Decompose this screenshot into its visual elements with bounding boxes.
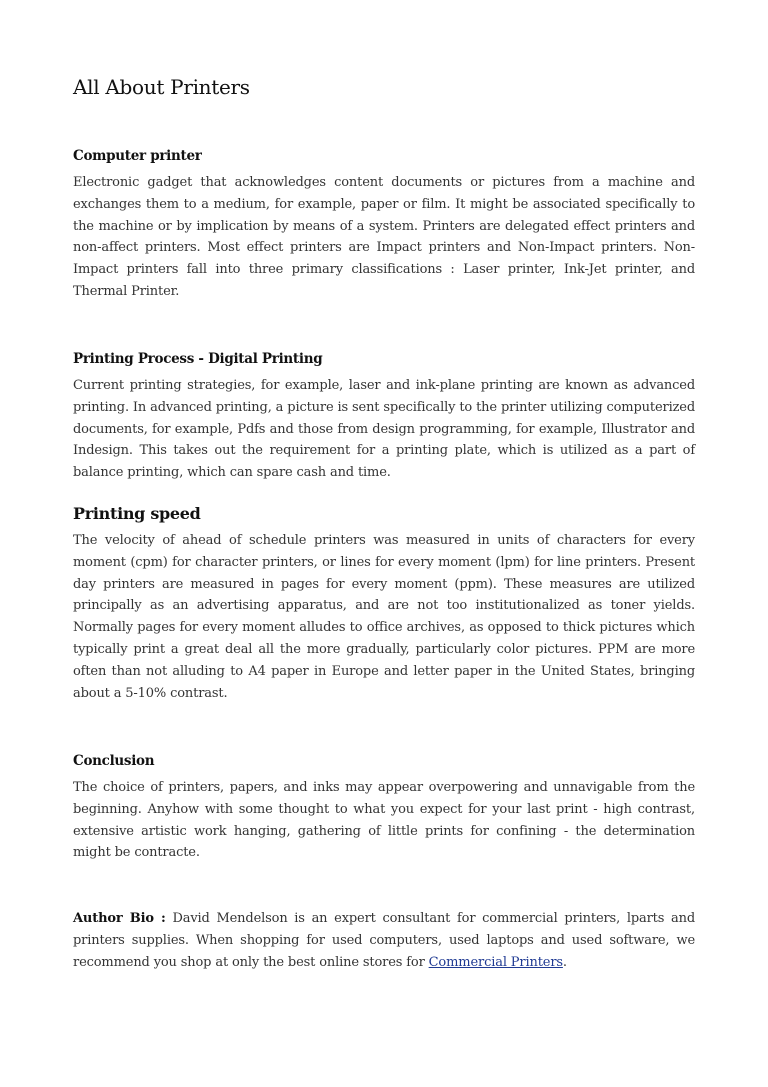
commercial-printers-link[interactable]: Commercial Printers [428, 954, 563, 970]
author-bio-trailing: . [562, 954, 567, 970]
section-heading: Conclusion [73, 753, 155, 769]
section-body: The choice of printers, papers, and inks may appear overpowering and unnavigable from the beginning. Anyhow with some thought to what you expect for your last print - high contrast, extensive artistic work hanging, gathering of little prints for confining - the determination might be contracte. [73, 780, 695, 861]
document-title: All About Printers [73, 75, 250, 99]
author-bio-text: David Mendelson is an expert consultant for commercial printers, lparts and printers supplies. When shopping for used computers, used laptops and used software, we recommend you shop at only the best online stores for [73, 911, 696, 970]
section-heading: Printing Process - Digital Printing [73, 351, 323, 367]
section-body: Current printing strategies, for example, laser and ink-plane printing are known as advanced printing. In advanced printing, a picture is sent specifically to the printer utilizing computerized documents, for example, Pdfs and those from design programming, for example, Illustrator and Indesign. This takes out the requirement for a printing plate, which is utilized as a part of balance printing, which can spare cash and time. [73, 378, 695, 481]
section-body: Electronic gadget that acknowledges content documents or pictures from a machine and exchanges them to a medium, for example, paper or film. It might be associated specifically to the machine or by implication by means of a system. Printers are delegated effect printers and non-affect printers. Most effect printers are Impact printers and Non-Impact printers. Non-Impact printers fall into three primary classifications : Laser printer, Ink-Jet printer, and Thermal Printer. [73, 175, 695, 299]
section-body: The velocity of ahead of schedule printers was measured in units of characters for every moment (cpm) for character printers, or lines for every moment (lpm) for line printers. Present day printers are measured in pages for every moment (ppm). These measures are utilized principally as an advertising apparatus, and are not too institutionalized as toner yields. Normally pages for every moment alludes to office archives, as opposed to thick pictures which typically print a great deal all the more gradually, particularly color pictures. PPM are more often than not alluding to A4 paper in Europe and letter paper in the United States, bringing about a 5-10% contrast. [73, 533, 695, 701]
section-heading: Computer printer [73, 148, 202, 164]
author-bio-section [73, 908, 695, 973]
section-heading: Printing speed [73, 504, 201, 523]
author-bio-label: Author Bio : [73, 911, 166, 926]
author-bio [73, 908, 695, 973]
section-computer-printer [73, 146, 695, 303]
section-printing-speed [73, 503, 695, 704]
section-conclusion [73, 751, 695, 864]
section-printing-process [73, 349, 695, 484]
